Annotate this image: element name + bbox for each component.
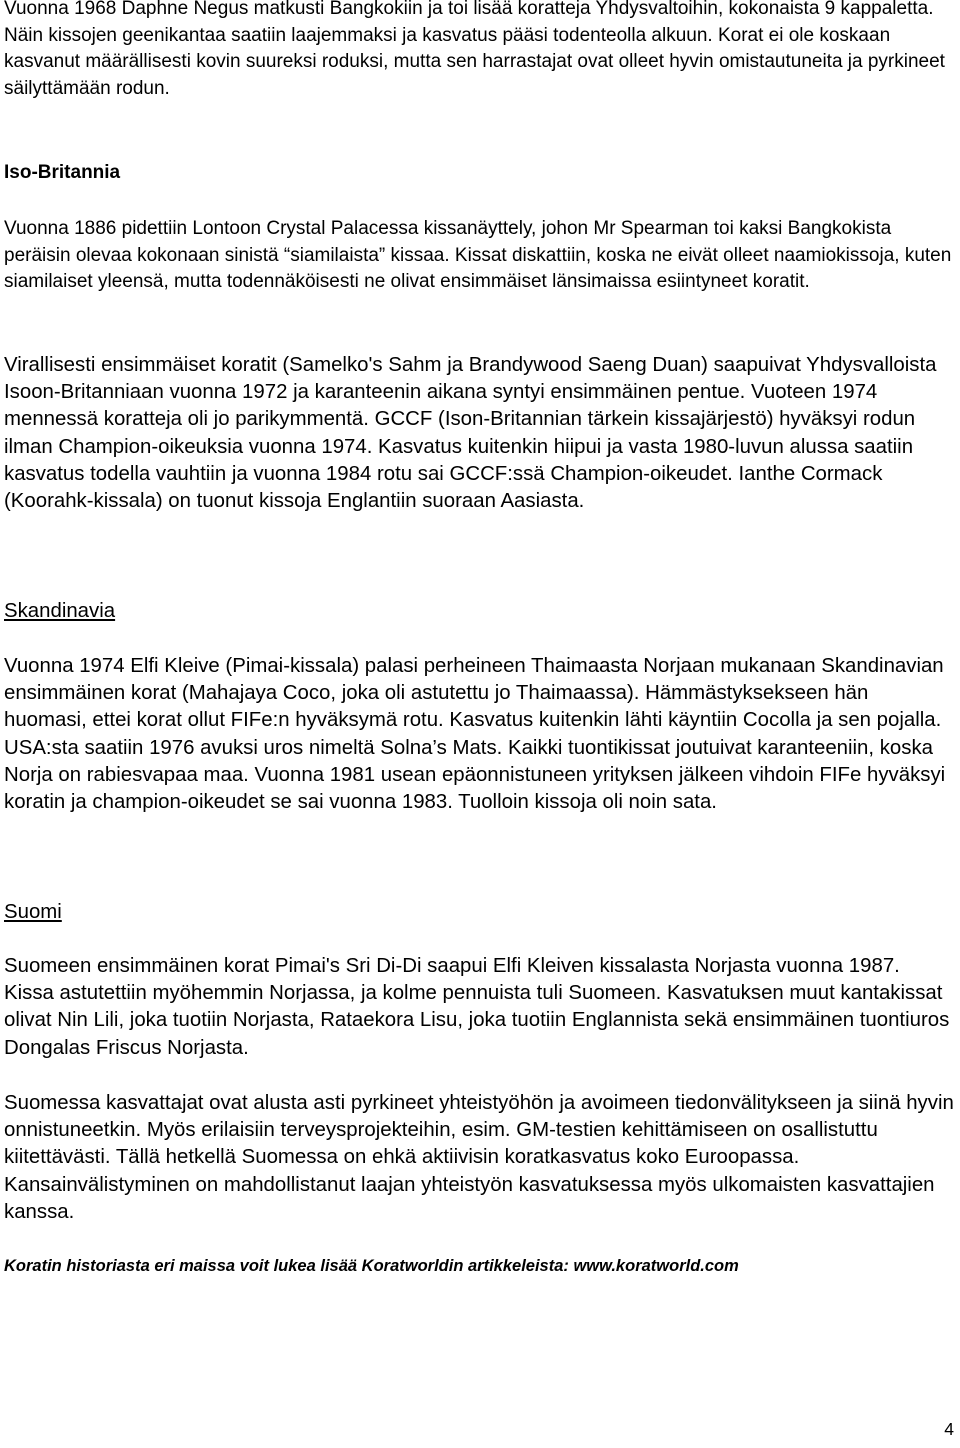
suomi-paragraph-2: Suomessa kasvattajat ovat alusta asti pyrkineet yhteistyöhön ja avoimeen tiedonvälitykseen ja siinä hyvin onnistuneetkin. Myös erilaisiin terveysprojekteihin, esim. GM-testien kehittämiseen on osallistuttu kiitettävästi. Tällä hetkellä Suomessa on ehkä aktiivisin koratkasvatus koko Euroopassa. Kansainvälistyminen on mahdollistanut laajan yhteistyön kasvatuksessa myös ulkomaisten kasvattajien kanssa.	[4, 1092, 954, 1223]
heading-iso-britannia: Iso-Britannia	[4, 162, 121, 183]
footer-note: Koratin historiasta eri maissa voit lukea lisää Koratworldin artikkeleista: www.koratworld.com	[4, 1257, 739, 1275]
heading-suomi: Suomi	[4, 901, 62, 923]
iso-britannia-paragraph-2: Virallisesti ensimmäiset koratit (Samelko's Sahm ja Brandywood Saeng Duan) saapuivat Yhdysvalloista Isoon-Britanniaan vuonna 1972 ja karanteenin aikana syntyi ensimmäinen pentue. Vuoteen 1974 mennessä koratteja oli jo parikymmentä. GCCF (Ison-Britannian tärkein kissajärjestö) hyväksyi rodun ilman Champion-oikeuksia vuonna 1974. Kasvatus kuitenkin hiipui ja vasta 1980-luvun alussa saatiin kasvatus todella vauhtiin ja vuonna 1984 rotu sai GCCF:ssä Champion-oikeudet. Ianthe Cormack (Koorahk-kissala) on tuonut kissoja Englantiin suoraan Aasiasta.	[4, 354, 937, 513]
skandinavia-paragraph: Vuonna 1974 Elfi Kleive (Pimai-kissala) palasi perheineen Thaimaasta Norjaan mukanaan Skandinavian ensimmäinen korat (Mahajaya Coco, joka oli astutettu jo Thaimaassa). Hämmästyksekseen hän huomasi, ettei korat ollut FIFe:n hyväksymä rotu. Kasvatus kuitenkin lähti käyntiin Cocolla ja sen pojalla. USA:sta saatiin 1976 avuksi uros nimeltä Solna’s Mats. Kaikki tuontikissat joutuivat karanteeniin, koska Norja on rabiesvapaa maa. Vuonna 1981 usean epäonnistuneen yrityksen jälkeen vihdoin FIFe hyväksyi koratin ja champion-oikeudet se sai vuonna 1983. Tuolloin kissoja oli noin sata.	[4, 655, 946, 814]
page-number: 4	[944, 1419, 954, 1439]
iso-britannia-paragraph-1: Vuonna 1886 pidettiin Lontoon Crystal Palacessa kissanäyttely, johon Mr Spearman toi kaksi Bangkokista peräisin olevaa kokonaan sinistä “siamilaista” kissaa. Kissat diskattiin, koska ne eivät olleet naamiokissoja, kuten siamilaiset yleensä, mutta todennäköisesti ne olivat ensimmäiset länsimaissa esiintyneet koratit.	[4, 218, 952, 293]
intro-paragraph: Vuonna 1968 Daphne Negus matkusti Bangkokiin ja toi lisää koratteja Yhdysvaltoihin, kokonaista 9 kappaletta. Näin kissojen geenikantaa saatiin laajemmaksi ja kasvatus pääsi todenteolla alkuun. Korat ei ole koskaan kasvanut määrällisesti kovin suureksi roduksi, mutta sen harrastajat ovat olleet hyvin omistautuneita ja pyrkineet säilyttämään rodun.	[4, 0, 945, 100]
suomi-paragraph-1: Suomeen ensimmäinen korat Pimai's Sri Di-Di saapui Elfi Kleiven kissalasta Norjasta vuonna 1987. Kissa astutettiin myöhemmin Norjassa, ja kolme pennuista tuli Suomeen. Kasvatuksen muut kantakissat olivat Nin Lili, joka tuotiin Norjasta, Rataekora Lisu, joka tuotiin Englannista sekä ensimmäinen tuontiuros Dongalas Friscus Norjasta.	[4, 955, 950, 1059]
heading-skandinavia: Skandinavia	[4, 600, 116, 622]
